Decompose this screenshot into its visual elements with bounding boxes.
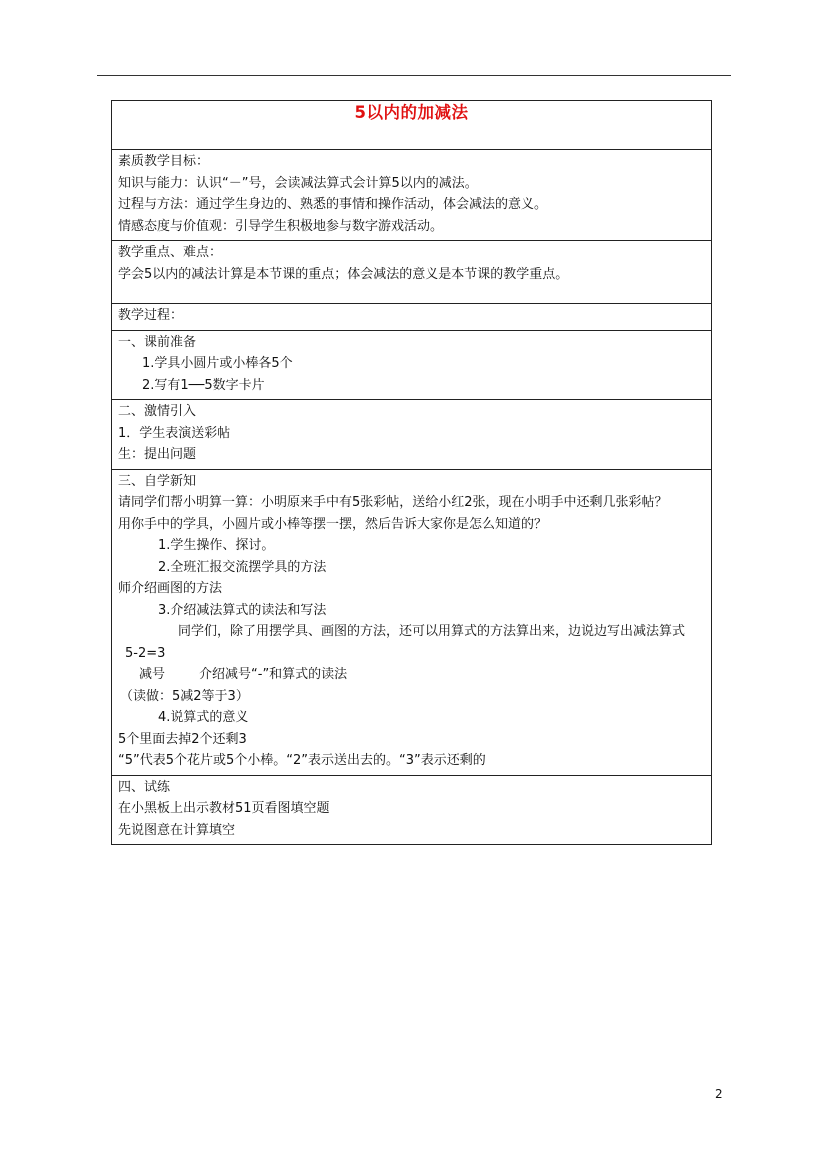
objectives-cell — [112, 150, 712, 241]
section4-item: 先说图意在计算填空 — [118, 822, 236, 838]
meaning-line: “5”代表5个花片或5个小棒。“2”表示送出去的。“3”表示还剩的 — [118, 753, 486, 768]
section3-heading: 三、自学新知 — [118, 473, 197, 489]
section1-item: 1.学具小圆片或小棒各5个 — [142, 356, 293, 371]
objective-item: 知识与能力：认识“－”号，会读减法算式会计算5以内的减法。 — [118, 175, 478, 191]
key-points-cell — [112, 241, 712, 304]
section3-step: 1.学生操作、探讨。 — [158, 538, 275, 553]
page-number: 2 — [715, 1087, 723, 1101]
objective-item: 情感态度与价值观：引导学生积极地参与数字游戏活动。 — [118, 218, 444, 234]
key-points-text: 学会5以内的减法计算是本节课的重点；体会减法的意义是本节课的教学重点。 — [118, 266, 569, 282]
section3-paragraph: 同学们，除了用摆学具、画图的方法，还可以用算式的方法算出来，边说边写出减法算式 — [178, 624, 686, 639]
section3-cell — [112, 469, 712, 775]
title-row — [112, 101, 712, 150]
section1-cell — [112, 330, 712, 400]
section3-paragraph: 用你手中的学具，小圆片或小棒等摆一摆，然后告诉大家你是怎么知道的？ — [118, 516, 548, 532]
objective-item: 过程与方法：通过学生身边的、熟悉的事情和操作活动，体会减法的意义。 — [118, 197, 548, 212]
section3-step: 4.说算式的意义 — [158, 710, 249, 725]
section4-heading: 四、试练 — [118, 779, 171, 795]
reading-note: （读做：5减2等于3） — [120, 688, 249, 704]
section2-row — [112, 400, 712, 470]
minus-label: 减号 — [139, 667, 166, 682]
section3-paragraph: 请同学们帮小明算一算：小明原来手中有5张彩帖，送给小红2张，现在小明手中还剩几张彩帖？ — [118, 495, 668, 510]
section3-step: 2.全班汇报交流摆学具的方法 — [158, 559, 327, 575]
page-title: 5以内的加减法 — [354, 103, 469, 122]
process-heading-cell — [112, 304, 712, 331]
minus-intro: 介绍减号“-”和算式的读法 — [199, 667, 348, 682]
section4-item: 在小黑板上出示教材51页看图填空题 — [118, 801, 330, 816]
section4-row — [112, 775, 712, 845]
section1-item: 2.写有1──5数字卡片 — [142, 377, 265, 393]
minus-line — [118, 664, 705, 686]
section3-step: 3.介绍减法算式的读法和写法 — [158, 602, 327, 618]
title-cell — [112, 101, 712, 150]
section2-item: 1．学生表演送彩帖 — [118, 425, 231, 441]
key-points-heading: 教学重点、难点： — [118, 245, 223, 260]
equation: 5-2=3 — [125, 645, 166, 661]
section2-item: 生：提出问题 — [118, 447, 197, 462]
section1-heading: 一、课前准备 — [118, 334, 197, 350]
section2-heading: 二、激情引入 — [118, 404, 197, 419]
header-rule — [97, 75, 731, 76]
section3-row — [112, 469, 712, 775]
teacher-note: 师介绍画图的方法 — [118, 581, 223, 596]
objectives-heading: 素质教学目标： — [118, 154, 210, 169]
lesson-plan-table — [111, 100, 712, 845]
process-heading: 教学过程： — [118, 308, 184, 323]
process-heading-row — [112, 304, 712, 331]
key-points-row — [112, 241, 712, 304]
meaning-line: 5个里面去掉2个还剩3 — [118, 731, 247, 747]
section2-cell — [112, 400, 712, 470]
section4-cell — [112, 775, 712, 845]
objectives-row — [112, 150, 712, 241]
section1-row — [112, 330, 712, 400]
